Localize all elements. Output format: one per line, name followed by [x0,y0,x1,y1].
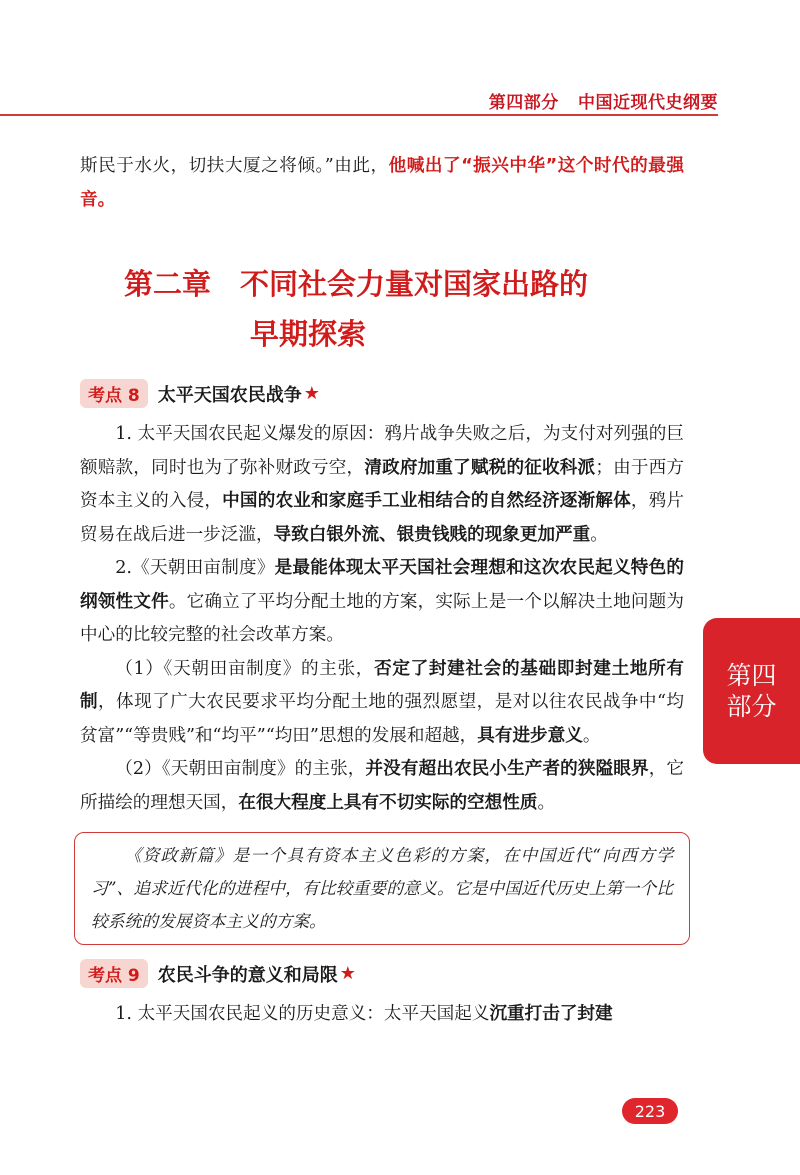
paragraph-point-2: （2）《天朝田亩制度》的主张，并没有超出农民小生产者的狭隘眼界，它所描绘的理想天国，在很大程度上具有不切实际的空想性质。 [80,759,684,813]
header-rule [0,114,718,116]
side-section-tab [703,618,800,764]
paragraph-significance: 1. 太平天国农民起义的历史意义：太平天国起义沉重打击了封建 [115,1004,613,1024]
star-icon: ★ [339,963,356,984]
kaodian-8-title: 太平天国农民战争 [157,384,302,406]
paragraph-causes: 1. 太平天国农民起义爆发的原因：鸦片战争失败之后，为支付对列强的巨额赔款，同时也为了弥补财政亏空，清政府加重了赋税的征收科派；由于西方资本主义的入侵，中国的农业和家庭手工业相结合的自然经济逐渐解体，鸦片贸易在战后进一步泛滥，导致白银外流、银贵钱贱的现象更加严重。 [80,424,684,545]
running-header [0,88,718,113]
chapter-title-line2: 早期探索 [250,317,367,351]
star-icon: ★ [303,383,320,404]
note-text: 《资政新篇》是一个具有资本主义色彩的方案，在中国近代“向西方学习”、追求近代化的进程中，有比较重要的意义。它是中国近代历史上第一个比较系统的发展资本主义的方案。 [91,845,673,931]
header-part: 第四部分 [488,93,559,113]
kaodian-9-heading [80,959,684,988]
kaodian-9-title: 农民斗争的意义和局限 [157,964,338,986]
header-title: 中国近现代史纲要 [578,93,718,113]
chapter-title-line1: 第二章 不同社会力量对国家出路的 [124,267,589,301]
kaodian-9-badge: 考点 9 [80,959,148,988]
intro-highlight: 他喊出了“振兴中华”这个时代的最强音。 [80,156,684,210]
kaodian-8-badge: 考点 8 [80,379,148,408]
intro-paragraph [80,150,684,217]
paragraph-point-1: （1）《天朝田亩制度》的主张，否定了封建社会的基础即封建土地所有制，体现了广大农民要求平均分配土地的强烈愿望，是对以往农民战争中“均贫富”“等贵贱”和“均平”“均田”思想的发展和超越，具有进步意义。 [80,658,684,746]
paragraph-tianchao: 2.《天朝田亩制度》是最能体现太平天国社会理想和这次农民起义特色的纲领性文件。它确立了平均分配土地的方案，实际上是一个以解决土地问题为中心的比较完整的社会改革方案。 [80,558,684,645]
chapter-title [80,259,684,359]
kaodian-8-heading [80,379,684,408]
page-number: 223 [622,1098,678,1124]
side-tab-label: 第四部分 [726,661,777,721]
intro-text: 斯民于水火，切扶大厦之将倾。”由此， [80,156,389,176]
page-content [80,150,684,1032]
note-box [74,832,690,945]
